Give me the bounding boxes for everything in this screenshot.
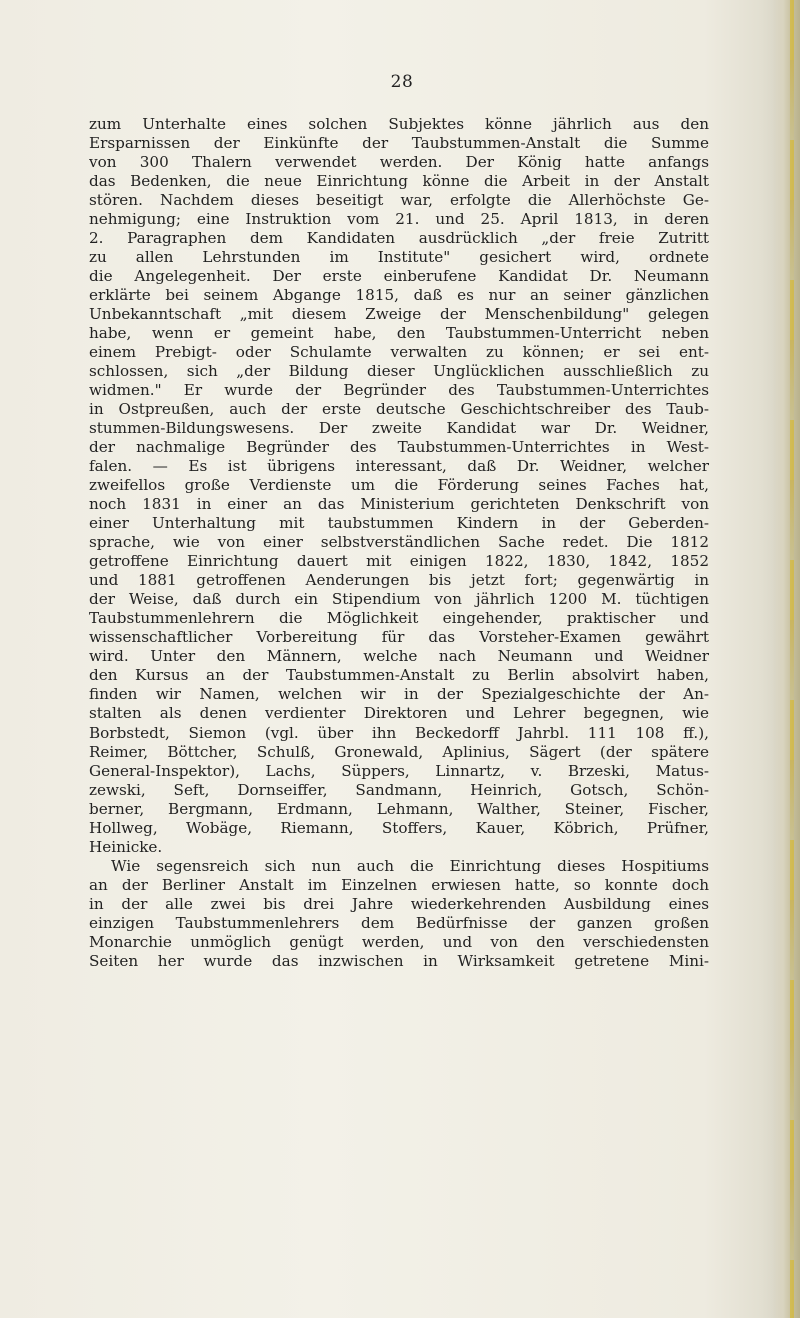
text-line: getroffene Einrichtung dauert mit einigen 1822, 1830, 1842, 1852 <box>89 552 709 571</box>
text-line: finden wir Namen, welchen wir in der Spezialgeschichte der An- <box>89 685 709 704</box>
text-line: zum Unterhalte eines solchen Subjektes könne jährlich aus den <box>89 115 709 133</box>
text-line: zweifellos große Verdienste um die Förderung seines Faches hat, <box>89 476 709 495</box>
text-line: Ersparnissen der Einkünfte der Taubstummen-Anstalt die Summe <box>89 134 709 153</box>
text-line: Borbstedt, Siemon (vgl. über ihn Beckedorff Jahrbl. 111 108 ff.), <box>89 723 709 742</box>
text-line: einzigen Taubstummenlehrers dem Bedürfnisse der ganzen großen <box>89 913 709 932</box>
text-line: Reimer, Böttcher, Schulß, Gronewald, Aplinius, Sägert (der spätere <box>89 742 709 761</box>
text-line: stalten als denen verdienter Direktoren und Lehrer begegnen, wie <box>89 704 709 723</box>
page-number: 28 <box>390 72 414 92</box>
text-line: zewski, Seft, Dornseiffer, Sandmann, Heinrich, Gotsch, Schön- <box>89 780 709 799</box>
text-line: Taubstummenlehrern die Möglichkeit eingehender, praktischer und <box>89 609 709 628</box>
text-line: in der alle zwei bis drei Jahre wiederkehrenden Ausbildung eines <box>89 894 709 913</box>
text-line: wissenschaftlicher Vorbereitung für das Vorsteher-Examen gewährt <box>89 628 709 647</box>
text-line: stummen-Bildungswesens. Der zweite Kandidat war Dr. Weidner, <box>89 419 709 438</box>
text-line: berner, Bergmann, Erdmann, Lehmann, Walther, Steiner, Fischer, <box>89 799 709 818</box>
text-line: falen. — Es ist übrigens interessant, daß Dr. Weidner, welcher <box>89 457 709 476</box>
text-line: die Angelegenheit. Der erste einberufene Kandidat Dr. Neumann <box>89 267 709 286</box>
text-line: zu allen Lehrstunden im Institute" gesichert wird, ordnete <box>89 248 709 267</box>
text-line: einem Prebigt- oder Schulamte verwalten zu können; er sei ent- <box>89 343 709 362</box>
text-line: 2. Paragraphen dem Kandidaten ausdrücklich „der freie Zutritt <box>89 229 709 248</box>
text-line: an der Berliner Anstalt im Einzelnen erwiesen hatte, so konnte doch <box>89 875 709 894</box>
text-line: Seiten her wurde das inzwischen in Wirksamkeit getretene Mini- <box>89 951 709 970</box>
text-line: von 300 Thalern verwendet werden. Der König hatte anfangs <box>89 153 709 172</box>
text-line: Heinicke. <box>89 837 163 856</box>
page-edge-stain <box>790 0 794 1318</box>
text-line: erklärte bei seinem Abgange 1815, daß es nur an seiner gänzlichen <box>89 286 709 305</box>
body-text <box>89 115 709 971</box>
text-line: in Ostpreußen, auch der erste deutsche Geschichtschreiber des Taub- <box>89 400 709 419</box>
text-line: der nachmalige Begründer des Taubstummen-Unterrichtes in West- <box>89 438 709 457</box>
text-line: wird. Unter den Männern, welche nach Neumann und Weidner <box>89 647 709 666</box>
text-line: Hollweg, Wobäge, Riemann, Stoffers, Kauer, Köbrich, Prüfner, <box>89 818 709 837</box>
text-line: schlossen, sich „der Bildung dieser Unglücklichen ausschließlich zu <box>89 362 709 381</box>
text-line: Wie segensreich sich nun auch die Einrichtung dieses Hospitiums <box>111 856 709 875</box>
text-line: das Bedenken, die neue Einrichtung könne die Arbeit in der Anstalt <box>89 172 709 191</box>
text-line: noch 1831 in einer an das Ministerium gerichteten Denkschrift von <box>89 495 709 514</box>
text-line: und 1881 getroffenen Aenderungen bis jetzt fort; gegenwärtig in <box>89 571 709 590</box>
text-line: Monarchie unmöglich genügt werden, und von den verschiedensten <box>89 932 709 951</box>
text-line: den Kursus an der Taubstummen-Anstalt zu Berlin absolvirt haben, <box>89 666 709 685</box>
text-line: stören. Nachdem dieses beseitigt war, erfolgte die Allerhöchste Ge- <box>89 191 709 210</box>
text-line: nehmigung; eine Instruktion vom 21. und 25. April 1813, in deren <box>89 210 709 229</box>
text-line: sprache, wie von einer selbstverständlichen Sache redet. Die 1812 <box>89 533 709 552</box>
text-line: Unbekanntschaft „mit diesem Zweige der Menschenbildung" gelegen <box>89 305 709 324</box>
text-line: widmen." Er wurde der Begründer des Taubstummen-Unterrichtes <box>89 381 709 400</box>
page-edge-shadow <box>772 0 800 1318</box>
text-line: General-Inspektor), Lachs, Süppers, Linnartz, v. Brzeski, Matus- <box>89 761 709 780</box>
text-line: habe, wenn er gemeint habe, den Taubstummen-Unterricht neben <box>89 324 709 343</box>
text-line: einer Unterhaltung mit taubstummen Kindern in der Geberden- <box>89 514 709 533</box>
text-line: der Weise, daß durch ein Stipendium von jährlich 1200 M. tüchtigen <box>89 590 709 609</box>
